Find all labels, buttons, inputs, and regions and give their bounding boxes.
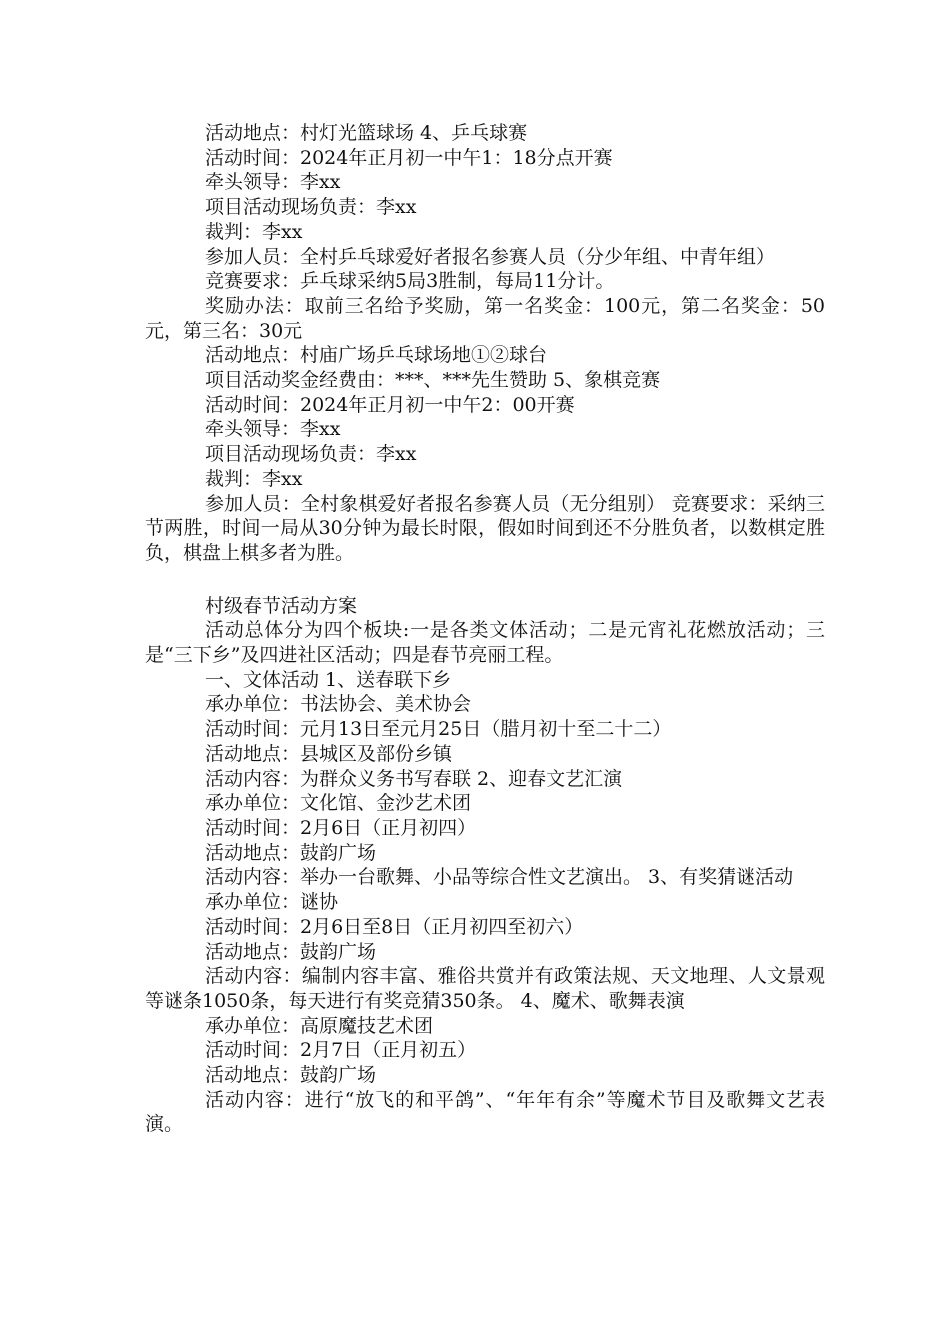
paragraph: 奖励办法：取前三名给予奖励，第一名奖金：100元，第二名奖金：50元，第三名：30元 — [145, 294, 825, 342]
paragraph: 活动地点：鼓韵广场 — [205, 1064, 377, 1087]
paragraph: 承办单位：谜协 — [205, 891, 339, 914]
paragraph: 参加人员：全村乒乓球爱好者报名参赛人员（分少年组、中青年组） — [205, 245, 776, 268]
paragraph: 项目活动现场负责：李xx — [205, 196, 417, 219]
paragraph: 活动地点：县城区及部份乡镇 — [205, 742, 453, 765]
paragraph: 参加人员：全村象棋爱好者报名参赛人员（无分组别） 竞赛要求：采纳三节两胜，时间一局从30分钟为最长时限，假如时间到还不分胜负者，以数棋定胜负，棋盘上棋多者为胜。 — [145, 492, 825, 564]
paragraph: 活动内容：为群众义务书写春联 2、迎春文艺汇演 — [205, 767, 623, 790]
paragraph: 裁判：李xx — [205, 220, 303, 243]
paragraph: 项目活动奖金经费由：***、***先生赞助 5、象棋竞赛 — [205, 369, 661, 392]
paragraph: 活动时间：2月7日（正月初五） — [205, 1039, 477, 1062]
paragraph: 活动地点：村庙广场乒乓球场地①②球台 — [205, 344, 548, 367]
paragraph: 活动地点：鼓韵广场 — [205, 940, 377, 963]
section-title: 村级春节活动方案 — [205, 594, 358, 617]
paragraph: 承办单位：文化馆、金沙艺术团 — [205, 792, 472, 815]
paragraph: 活动地点：鼓韵广场 — [205, 841, 377, 864]
paragraph: 裁判：李xx — [205, 467, 303, 490]
paragraph: 牵头领导：李xx — [205, 418, 341, 441]
paragraph: 活动内容：进行“放飞的和平鸽”、“年年有余”等魔术节目及歌舞文艺表演。 — [145, 1088, 825, 1136]
document-body — [145, 121, 825, 1137]
paragraph: 活动内容：编制内容丰富、雅俗共赏并有政策法规、天文地理、人文景观等谜条1050条，每天进行有奖竞猜350条。 4、魔术、歌舞表演 — [145, 965, 825, 1012]
paragraph: 竞赛要求：乒乓球采纳5局3胜制，每局11分计。 — [205, 270, 615, 293]
paragraph: 一、文体活动 1、送春联下乡 — [205, 668, 452, 691]
paragraph: 活动地点：村灯光篮球场 4、乒乓球赛 — [205, 122, 528, 144]
paragraph: 牵头领导：李xx — [205, 171, 341, 194]
paragraph: 活动内容：举办一台歌舞、小品等综合性文艺演出。 3、有奖猜谜活动 — [205, 866, 794, 889]
paragraph: 活动时间：元月13日至元月25日（腊月初十至二十二） — [205, 718, 672, 741]
paragraph: 活动时间：2月6日至8日（正月初四至初六） — [205, 915, 584, 938]
paragraph: 活动时间：2024年正月初一中午2：00开赛 — [205, 393, 575, 416]
section-spacer — [145, 566, 825, 594]
paragraph: 活动时间：2024年正月初一中午1：18分点开赛 — [205, 146, 613, 169]
paragraph: 活动总体分为四个板块:一是各类文体活动；二是元宵礼花燃放活动；三是“三下乡”及四进社区活动；四是春节亮丽工程。 — [145, 619, 825, 667]
paragraph: 活动时间：2月6日（正月初四） — [205, 816, 477, 839]
paragraph: 承办单位：高原魔技艺术团 — [205, 1014, 434, 1037]
paragraph: 项目活动现场负责：李xx — [205, 443, 417, 466]
paragraph: 承办单位：书法协会、美术协会 — [205, 693, 472, 716]
